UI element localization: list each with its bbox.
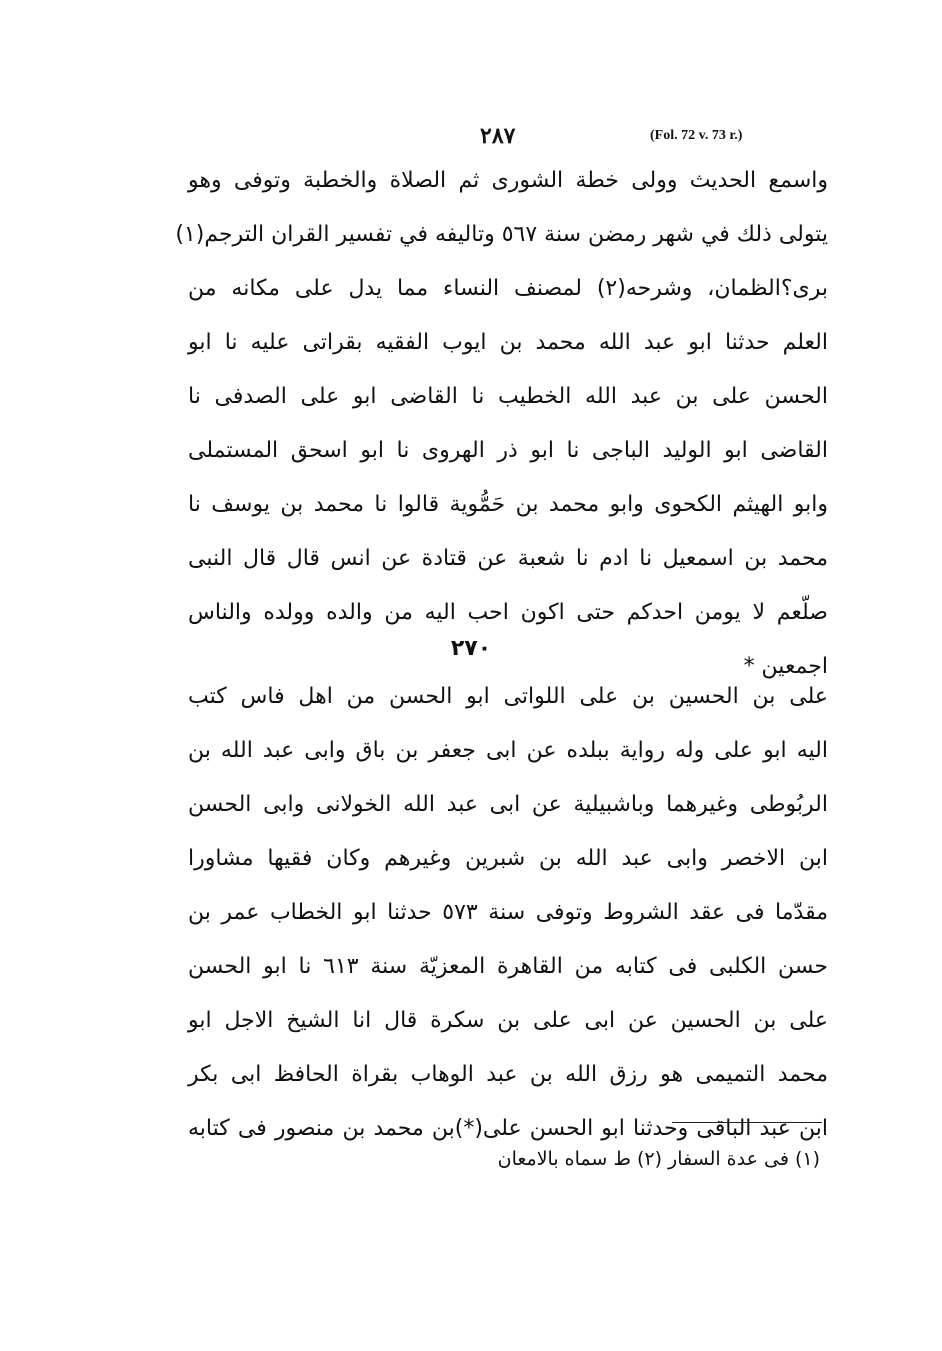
text-line: اجمعين * [743, 654, 828, 679]
footnote: (١) فى عدة السفار (٢) ط سماه بالامعان [497, 1148, 820, 1170]
entry-number: ۲۷۰ [450, 636, 492, 661]
text-line: ابن الاخصر وابى عبد الله بن شبرين وغيرهم وكان فقيها مشاورا [188, 846, 828, 871]
text-line: محمد التميمى هو رزق الله بن عبد الوهاب بقراة الحافظ ابى بكر [188, 1062, 828, 1087]
text-line: الربُوطى وغيرهما وباشبيلية عن ابى عبد الله الخولانى وابى الحسن [188, 792, 828, 817]
entry-text [188, 670, 828, 1156]
text-line: على بن الحسين بن على اللواتى ابو الحسن من اهل فاس كتب [188, 684, 828, 709]
page-header [190, 118, 810, 154]
text-line: الحسن على بن عبد الله الخطيب نا القاضى ابو على الصدفى نا [188, 384, 828, 409]
text-line: يتولى ذلك في شهر رمضن سنة ٥٦٧ وتاليفه في تفسير القران الترجم(١) [175, 222, 828, 247]
text-line: برى؟الظمان، وشرحه(٢) لمصنف النساء مما يدل على مكانه من [188, 276, 828, 301]
footnote-divider [672, 1122, 822, 1123]
text-line: صلّعم لا يومن احدكم حتى اكون احب اليه من والده وولده والناس [188, 600, 828, 625]
text-line: حسن الكلبى فى كتابه من القاهرة المعزيّة سنة ٦١٣ نا ابو الحسن [188, 954, 829, 979]
text-line: على بن الحسين عن ابى على بن سكرة قال انا الشيخ الاجل ابو [188, 1008, 828, 1033]
text-line: وابو الهيثم الكحوى وابو محمد بن حَمُّوية قالوا نا محمد بن يوسف نا [188, 492, 828, 517]
text-line: اليه ابو على وله رواية ببلده عن ابى جعفر بن باق وابى عبد الله بن [188, 738, 828, 763]
text-line: مقدّما فى عقد الشروط وتوفى سنة ٥٧٣ حدثنا ابو الخطاب عمر بن [188, 900, 828, 925]
page-number: ۲۸۷ [480, 123, 516, 149]
text-line: واسمع الحديث وولى خطة الشورى ثم الصلاة والخطبة وتوفى وهو [188, 168, 828, 193]
text-line: محمد بن اسمعيل نا ادم نا شعبة عن قتادة عن انس قال قال النبى [188, 546, 828, 571]
entry-continuation-text [175, 154, 828, 694]
folio-reference: (Fol. 72 v. 73 r.) [650, 128, 743, 143]
text-line: القاضى ابو الوليد الباجى نا ابو ذر الهروى نا ابو اسحق المستملى [188, 438, 828, 463]
text-line: العلم حدثنا ابو عبد الله محمد بن ايوب الفقيه بقراتى عليه نا ابو [188, 330, 828, 355]
text-line: ابن عبد الباقى وحدثنا ابو الحسن على(*)بن محمد بن منصور فى كتابه [188, 1116, 828, 1141]
